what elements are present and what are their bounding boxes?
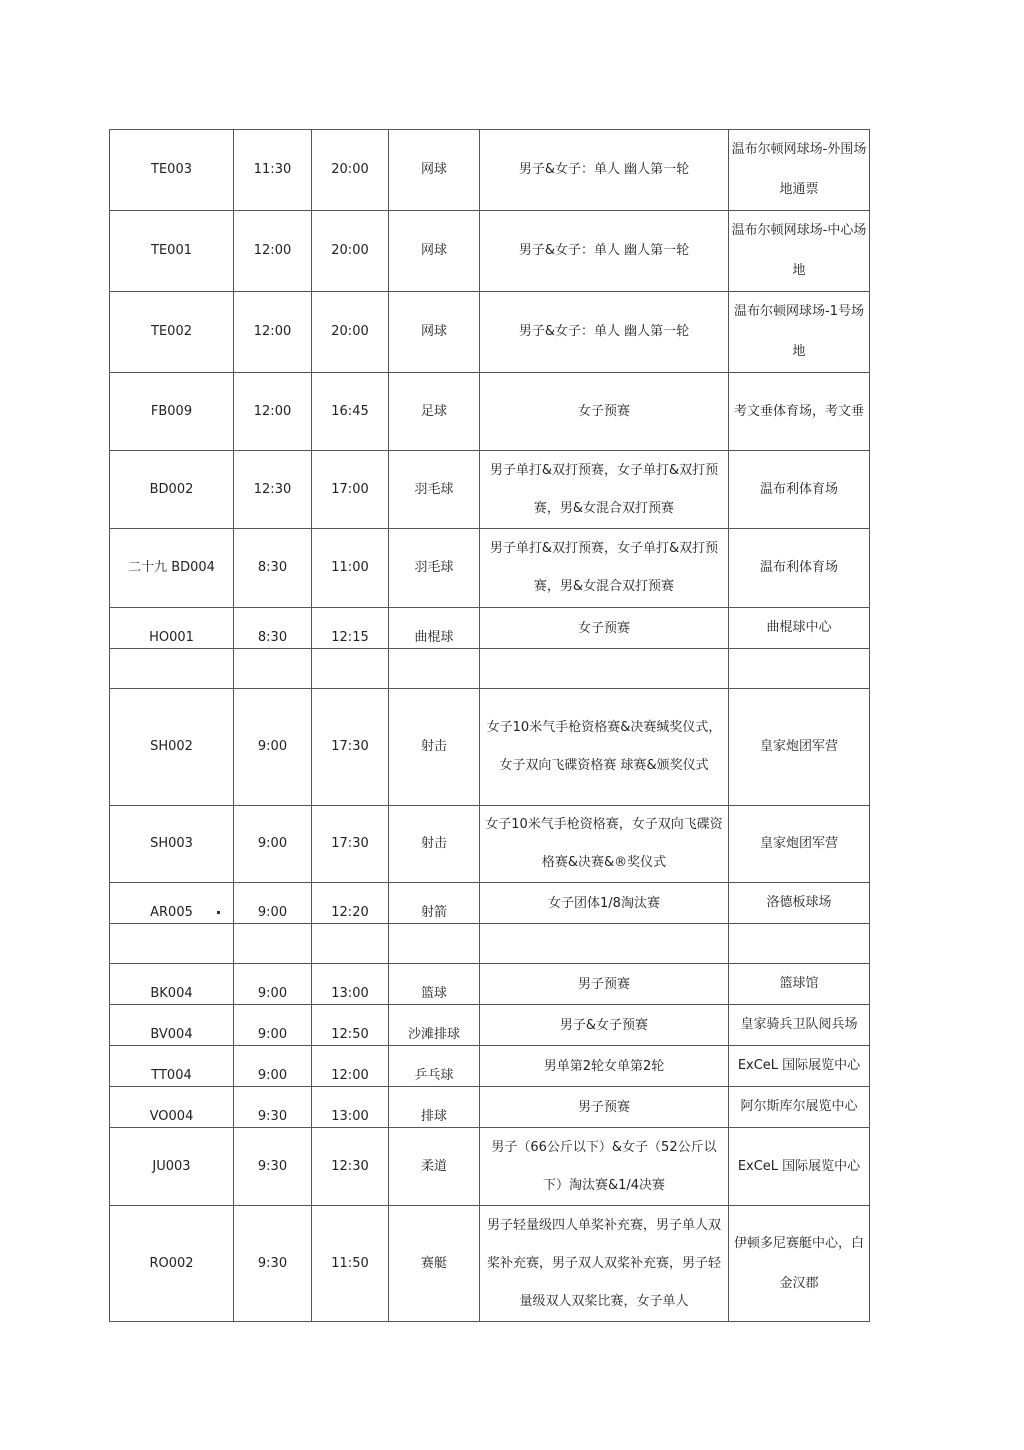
start-time-cell: 9:30 [234,1087,312,1128]
event-cell: 男子轻量级四人单桨补充赛，男子单人双桨补充赛，男子双人双桨补充赛，男子轻量级双人双桨比赛，女子单人 [480,1206,729,1322]
event-cell: 女子10米气手枪资格赛，女子双向飞碟资格赛&决赛&®奖仪式 [480,806,729,883]
event-cell: 男子&女子：单人 幽人第一轮 [480,292,729,373]
venue-cell: ExCeL 国际展览中心 [729,1046,870,1087]
venue-cell [729,924,870,964]
sport-cell: 射击 [389,689,480,806]
end-time-cell: 11:50 [312,1206,389,1322]
sport-cell: 乒乓球 [389,1046,480,1087]
event-cell: 男子&女子：单人 幽人第一轮 [480,211,729,292]
event-code-cell: AR005 [110,883,234,924]
schedule-body [110,130,870,1322]
sport-cell: 篮球 [389,964,480,1005]
end-time-cell: 17:30 [312,806,389,883]
event-cell: 女子预赛 [480,608,729,649]
event-code-cell: HO001 [110,608,234,649]
stray-dot [217,911,220,914]
start-time-cell: 9:00 [234,1005,312,1046]
event-cell [480,924,729,964]
start-time-cell: 8:30 [234,608,312,649]
start-time-cell: 9:00 [234,689,312,806]
end-time-cell: 20:00 [312,130,389,211]
end-time-cell [312,649,389,689]
start-time-cell: 11:30 [234,130,312,211]
event-code-cell: TE001 [110,211,234,292]
start-time-cell: 12:00 [234,292,312,373]
start-time-cell: 9:00 [234,883,312,924]
event-code-cell: RO002 [110,1206,234,1322]
event-code-cell: TT004 [110,1046,234,1087]
event-code-cell: TE002 [110,292,234,373]
event-code-cell [110,649,234,689]
venue-cell [729,649,870,689]
end-time-cell: 13:00 [312,1087,389,1128]
venue-cell: 洛德板球场 [729,883,870,924]
sport-cell [389,649,480,689]
table-row [110,883,870,924]
start-time-cell: 9:00 [234,1046,312,1087]
event-code-cell: FB009 [110,373,234,451]
event-code-cell: 二十九 BD004 [110,529,234,608]
event-cell [480,649,729,689]
table-row [110,211,870,292]
end-time-cell: 12:50 [312,1005,389,1046]
table-row [110,1005,870,1046]
event-code-cell: JU003 [110,1128,234,1206]
start-time-cell: 9:00 [234,806,312,883]
sport-cell: 射箭 [389,883,480,924]
venue-cell: ExCeL 国际展览中心 [729,1128,870,1206]
event-code-cell: BV004 [110,1005,234,1046]
end-time-cell: 16:45 [312,373,389,451]
start-time-cell: 12:00 [234,373,312,451]
end-time-cell: 11:00 [312,529,389,608]
event-cell: 男子&女子预赛 [480,1005,729,1046]
start-time-cell: 12:00 [234,211,312,292]
sport-cell: 射击 [389,806,480,883]
sport-cell: 足球 [389,373,480,451]
sport-cell: 赛艇 [389,1206,480,1322]
end-time-cell: 17:00 [312,451,389,529]
sport-cell: 曲棍球 [389,608,480,649]
start-time-cell: 9:00 [234,964,312,1005]
sport-cell: 排球 [389,1087,480,1128]
venue-cell: 皇家骑兵卫队阅兵场 [729,1005,870,1046]
sport-cell [389,924,480,964]
venue-cell: 阿尔斯库尔展览中心 [729,1087,870,1128]
end-time-cell: 20:00 [312,211,389,292]
table-row [110,608,870,649]
venue-cell: 考文垂体育场，考文垂 [729,373,870,451]
venue-cell: 温布利体育场 [729,451,870,529]
event-code-cell: SH002 [110,689,234,806]
end-time-cell [312,924,389,964]
event-code-cell: BK004 [110,964,234,1005]
sport-cell: 羽毛球 [389,529,480,608]
sport-cell: 网球 [389,130,480,211]
end-time-cell: 12:30 [312,1128,389,1206]
end-time-cell: 12:00 [312,1046,389,1087]
table-row [110,806,870,883]
start-time-cell [234,924,312,964]
venue-cell: 温布尔顿网球场-1号场地 [729,292,870,373]
start-time-cell: 9:30 [234,1128,312,1206]
venue-cell: 皇家炮团军营 [729,689,870,806]
venue-cell: 温布尔顿网球场-中心场地 [729,211,870,292]
event-cell: 男子（66公斤以下）&女子（52公斤以下）淘汰赛&1/4决赛 [480,1128,729,1206]
end-time-cell: 12:15 [312,608,389,649]
venue-cell: 温布尔顿网球场-外围场地通票 [729,130,870,211]
table-row [110,1206,870,1322]
table-row [110,924,870,964]
venue-cell: 曲棍球中心 [729,608,870,649]
table-row [110,451,870,529]
table-row [110,689,870,806]
end-time-cell: 12:20 [312,883,389,924]
table-row [110,373,870,451]
table-row [110,964,870,1005]
event-code-cell [110,924,234,964]
start-time-cell: 12:30 [234,451,312,529]
sport-cell: 网球 [389,211,480,292]
end-time-cell: 20:00 [312,292,389,373]
table-row [110,1046,870,1087]
table-row [110,529,870,608]
venue-cell: 伊顿多尼赛艇中心，白金汉郡 [729,1206,870,1322]
schedule-table [109,129,870,1322]
event-cell: 男子&女子：单人 幽人第一轮 [480,130,729,211]
start-time-cell [234,649,312,689]
venue-cell: 温布利体育场 [729,529,870,608]
event-cell: 女子10米气手枪资格赛&决赛缄奖仪式，女子双向飞碟资格赛 球赛&颁奖仪式 [480,689,729,806]
sport-cell: 柔道 [389,1128,480,1206]
end-time-cell: 13:00 [312,964,389,1005]
sport-cell: 沙滩排球 [389,1005,480,1046]
event-cell: 女子团体1/8淘汰赛 [480,883,729,924]
event-cell: 男子预赛 [480,964,729,1005]
event-code-cell: BD002 [110,451,234,529]
event-cell: 男子单打&双打预赛，女子单打&双打预赛，男&女混合双打预赛 [480,451,729,529]
event-cell: 男子单打&双打预赛，女子单打&双打预赛，男&女混合双打预赛 [480,529,729,608]
venue-cell: 篮球馆 [729,964,870,1005]
event-cell: 男单第2轮女单第2轮 [480,1046,729,1087]
event-cell: 男子预赛 [480,1087,729,1128]
sport-cell: 网球 [389,292,480,373]
table-row [110,1128,870,1206]
start-time-cell: 9:30 [234,1206,312,1322]
event-code-cell: VO004 [110,1087,234,1128]
sport-cell: 羽毛球 [389,451,480,529]
table-row [110,1087,870,1128]
venue-cell: 皇家炮团军营 [729,806,870,883]
event-code-cell: TE003 [110,130,234,211]
event-cell: 女子预赛 [480,373,729,451]
table-row [110,292,870,373]
table-row [110,649,870,689]
start-time-cell: 8:30 [234,529,312,608]
event-code-cell: SH003 [110,806,234,883]
end-time-cell: 17:30 [312,689,389,806]
table-row [110,130,870,211]
